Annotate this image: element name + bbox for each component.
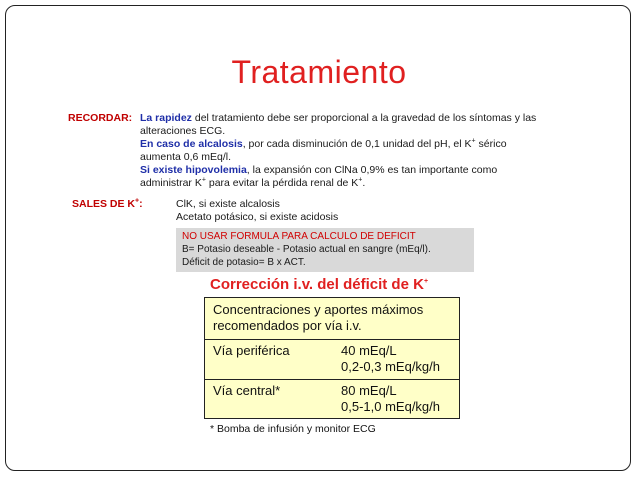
recordar-line-6: administrar K+ para evitar la pérdida renal de K+. bbox=[140, 176, 366, 189]
formula-warning: NO USAR FORMULA PARA CALCULO DE DEFICIT bbox=[182, 231, 416, 242]
recordar-line-5: Si existe hipovolemia, la expansión con ClNa 0,9% es tan importante como bbox=[140, 164, 498, 176]
formula-line-1: B= Potasio deseable - Potasio actual en sangre (mEq/l). bbox=[182, 244, 431, 255]
formula-line-2: Déficit de potasio= B x ACT. bbox=[182, 257, 306, 268]
correction-table-header bbox=[213, 302, 423, 334]
table-divider-2 bbox=[205, 379, 459, 380]
footnote: * Bomba de infusión y monitor ECG bbox=[210, 423, 376, 435]
header-line-1: Concentraciones y aportes máximos bbox=[213, 302, 424, 317]
correction-title: Corrección i.v. del déficit de K+ bbox=[210, 276, 429, 293]
formula-box bbox=[176, 228, 474, 272]
row-value-2: 0,5-1,0 mEq/kg/h bbox=[341, 399, 440, 414]
sales-line-1: ClK, si existe alcalosis bbox=[176, 198, 280, 210]
sales-label: SALES DE K+: bbox=[72, 197, 143, 210]
sales-text bbox=[176, 198, 476, 224]
recordar-line-1: La rapidez del tratamiento debe ser proporcional a la gravedad de los síntomas y las bbox=[140, 112, 537, 124]
recordar-label: RECORDAR: bbox=[68, 112, 133, 124]
recordar-line-4: aumenta 0,6 mEq/l. bbox=[140, 151, 232, 163]
row-values bbox=[341, 383, 440, 415]
row-value-1: 80 mEq/L bbox=[341, 383, 397, 398]
recordar-text bbox=[140, 112, 580, 190]
sales-line-2: Acetato potásico, si existe acidosis bbox=[176, 211, 339, 223]
row-values bbox=[341, 343, 440, 375]
recordar-line-3: En caso de alcalosis, por cada disminución de 0,1 unidad del pH, el K+ sérico bbox=[140, 137, 507, 150]
correction-table bbox=[204, 297, 460, 419]
row-value-1: 40 mEq/L bbox=[341, 343, 397, 358]
slide-title: Tratamiento bbox=[231, 54, 407, 90]
row-label: Vía periférica bbox=[213, 343, 290, 358]
table-divider-1 bbox=[205, 339, 459, 340]
row-label: Vía central* bbox=[213, 383, 281, 398]
header-line-2: recomendados por vía i.v. bbox=[213, 318, 362, 333]
recordar-line-2: alteraciones ECG. bbox=[140, 125, 226, 137]
row-value-2: 0,2-0,3 mEq/kg/h bbox=[341, 359, 440, 374]
